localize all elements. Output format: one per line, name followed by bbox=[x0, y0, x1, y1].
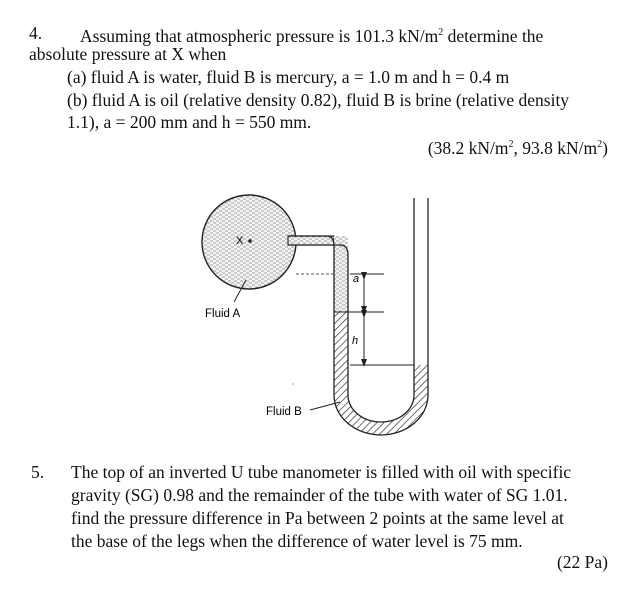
stray-mark bbox=[292, 383, 294, 385]
problem4-statement-line2: absolute pressure at X when bbox=[29, 44, 227, 64]
left-leg-fluid-b bbox=[334, 312, 348, 380]
problem5-statement-line1: The top of an inverted U tube manometer is filled with oil with specific bbox=[71, 462, 572, 482]
problem4-answer-open: (38.2 kN/m bbox=[427, 137, 509, 158]
problem4-part-a: (a) fluid A is water, fluid B is mercury, a = 1.0 m and h = 0.4 m bbox=[67, 67, 510, 87]
problem4-line1-text: Assuming that atmospheric pressure is 101.3 kN/m bbox=[80, 25, 439, 46]
problem5-statement-line4: the base of the legs when the difference of water level is 75 mm. bbox=[71, 531, 523, 551]
problem4-answer-mid: , 93.8 kN/m bbox=[513, 137, 598, 158]
problem5-statement-line2: gravity (SG) 0.98 and the remainder of the tube with water of SG 1.01. bbox=[71, 485, 568, 505]
problem4-line1-end: determine the bbox=[443, 25, 544, 46]
point-x-marker bbox=[248, 239, 252, 243]
problem4-part-b-line2: 1.1), a = 200 mm and h = 550 mm. bbox=[67, 112, 312, 132]
problem4-answer-sup2: 2 bbox=[597, 139, 603, 150]
fluid-a-label: Fluid A bbox=[205, 308, 241, 320]
problem5-answer: (22 Pa) bbox=[556, 552, 608, 572]
fluid-b-label: Fluid B bbox=[266, 406, 302, 418]
problem5-number: 5. bbox=[31, 462, 45, 482]
problem4-number: 4. bbox=[29, 23, 43, 43]
connecting-pipe bbox=[288, 236, 334, 245]
dimension-a-label: a bbox=[353, 273, 360, 285]
problem4-answer-sup1: 2 bbox=[508, 139, 514, 150]
problem4-answer-close: ) bbox=[602, 137, 608, 158]
problem4-line1-superscript: 2 bbox=[438, 27, 444, 38]
dimension-h-label: h bbox=[352, 335, 359, 347]
problem4-part-b-line1: (b) fluid A is oil (relative density 0.82), fluid B is brine (relative density bbox=[67, 90, 570, 110]
problem5-statement-line3: find the pressure difference in Pa between 2 points at the same level at bbox=[71, 508, 564, 528]
point-x-label: X bbox=[236, 235, 244, 247]
